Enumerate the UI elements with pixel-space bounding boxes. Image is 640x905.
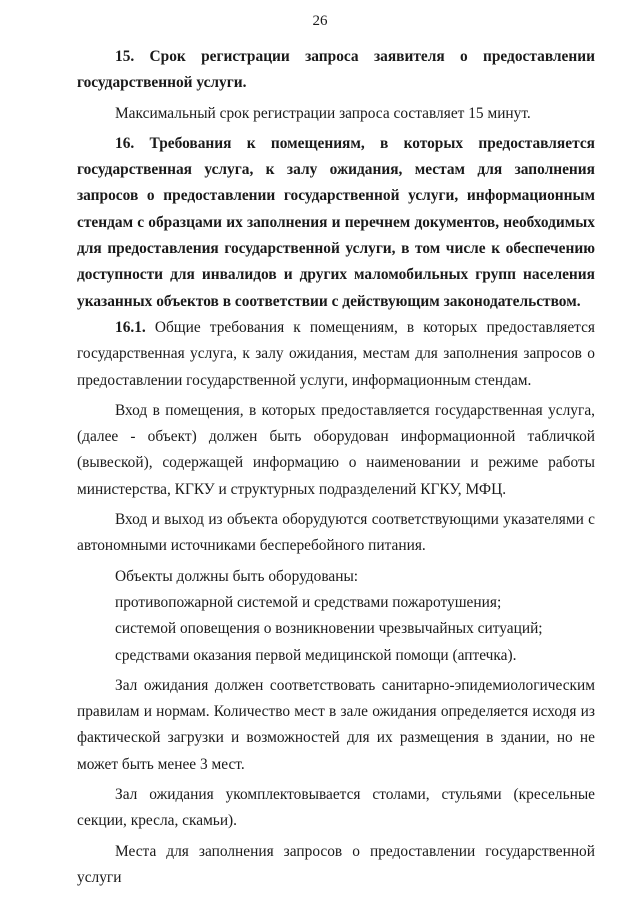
furniture-paragraph: Зал ожидания укомплектовывается столами, стульями (кресельные секции, кресла, скамьи). [77, 786, 595, 830]
list-item: средствами оказания первой медицинской помощи (аптечка). [115, 646, 517, 664]
list-item: противопожарной системой и средствами пожаротушения; [115, 593, 502, 611]
section-16-1-number: 16.1. [115, 318, 146, 336]
places-paragraph: Места для заполнения запросов о предоставлении государственной услуги [77, 842, 595, 886]
section-16-heading: 16. Требования к помещениям, в которых предоставляется государственная услуга, к залу ожидания, местам для заполнения запросов о предоставлении государственной услуги, информационным стендам с образцами их заполнения и перечнем документов, необходимых для предоставления государственной услуги, в том числе к обеспечению доступности для инвалидов и других маломобильных групп населения указанных объектов в соответствии с действующим законодательством. [77, 134, 595, 310]
document-body [77, 44, 595, 891]
equipped-intro: Объекты должны быть оборудованы: [115, 567, 359, 585]
entrance-paragraph: Вход в помещения, в которых предоставляется государственная услуга, (далее - объект) должен быть оборудован информационной табличкой (вывеской), содержащей информацию о наименовании и режиме работы министерства, КГКУ и структурных подразделений КГКУ, МФЦ. [77, 401, 595, 498]
page-number: 26 [312, 13, 328, 29]
section-15-heading: 15. Срок регистрации запроса заявителя о предоставлении государственной услуги. [77, 48, 595, 92]
section-15-text: Максимальный срок регистрации запроса составляет 15 минут. [115, 104, 531, 122]
list-item: системой оповещения о возникновении чрезвычайных ситуаций; [115, 620, 543, 638]
exit-paragraph: Вход и выход из объекта оборудуются соответствующими указателями с автономными источниками бесперебойного питания. [77, 511, 595, 555]
section-16-1-text: Общие требования к помещениям, в которых предоставляется государственная услуга, к залу ожидания, местам для заполнения запросов о предоставлении государственной услуги, информационным стендам. [77, 318, 595, 389]
section-16-1-paragraph [77, 315, 595, 394]
waiting-room-paragraph: Зал ожидания должен соответствовать санитарно-эпидемиологическим правилам и нормам. Количество мест в зале ожидания определяется исходя из фактической загрузки и возможностей для их размещения в здании, но не может быть менее 3 мест. [77, 676, 595, 773]
